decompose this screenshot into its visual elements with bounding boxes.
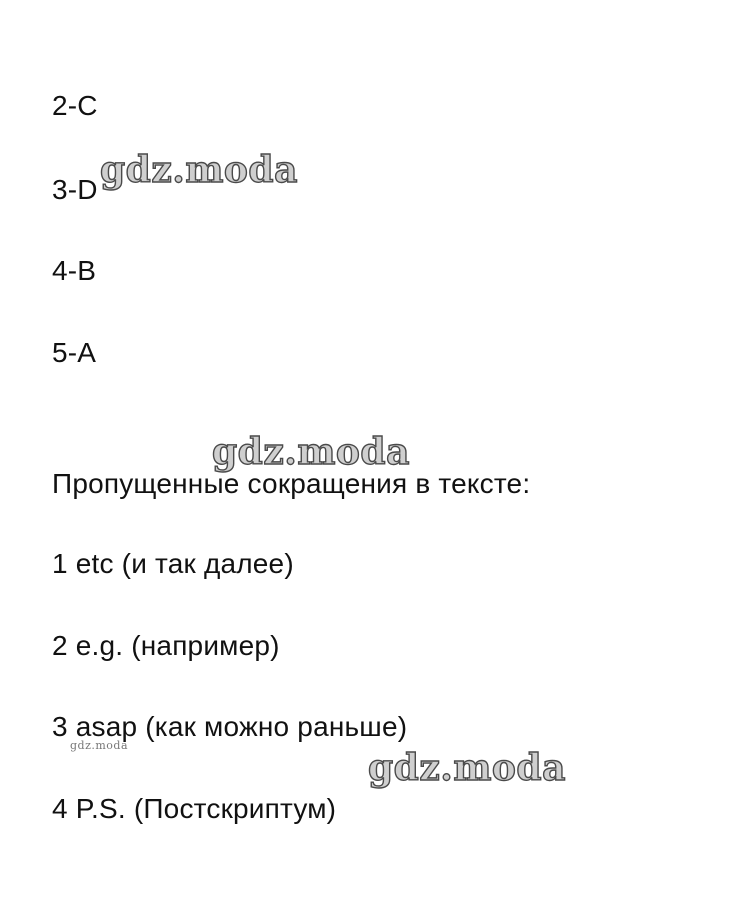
answer-line: 5-A — [52, 337, 97, 368]
answer-line: 4-B — [52, 255, 97, 286]
abbreviation-line: 3 asap (как можно раньше) — [52, 711, 408, 742]
watermark-logo: gdz.moda — [70, 739, 129, 752]
abbreviation-line: 1 etc (и так далее) — [52, 548, 294, 579]
section-heading: Пропущенные сокращения в тексте: — [52, 468, 531, 499]
abbreviation-line: 2 e.g. (например) — [52, 630, 280, 661]
abbreviation-line: 4 P.S. (Постскриптум) — [52, 793, 337, 824]
watermark-logo: gdz.moda — [368, 747, 566, 789]
answer-line: 2-C — [52, 90, 98, 121]
watermark-logo: gdz.moda — [212, 431, 410, 473]
watermark-logo: gdz.moda — [100, 149, 298, 191]
answer-line: 3-D — [52, 174, 98, 205]
